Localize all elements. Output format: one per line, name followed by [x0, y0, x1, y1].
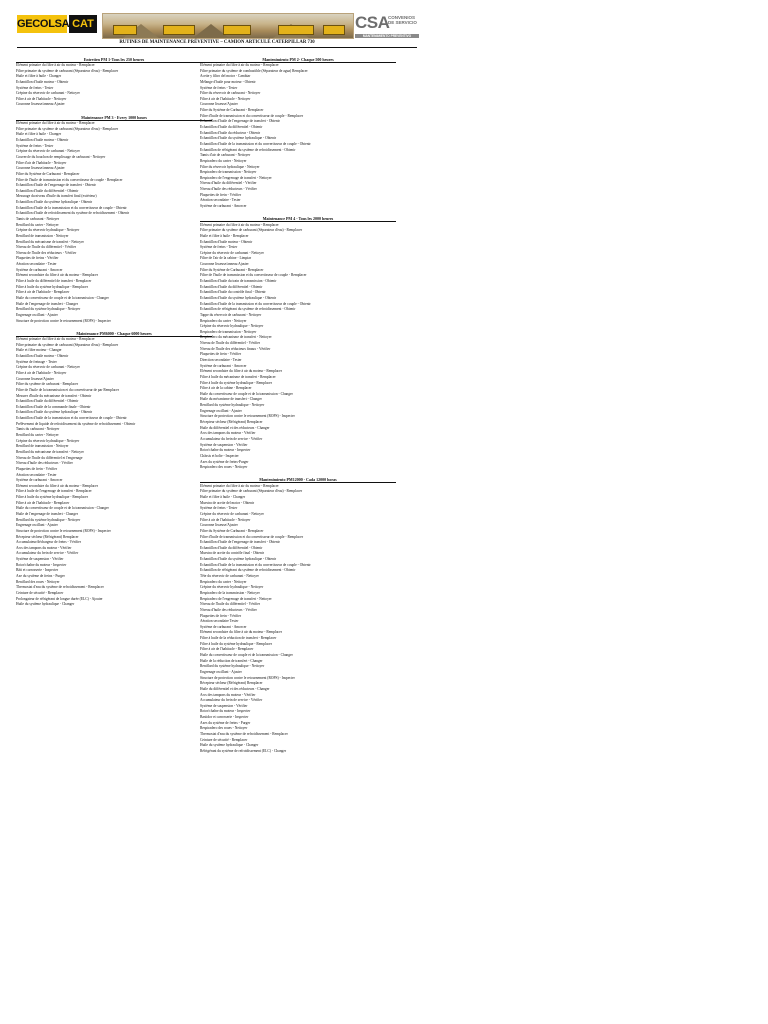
- task-item: Filtre à air de l'habitacle - Nettoyer: [16, 96, 67, 101]
- task-item: Crépine du réservoir hydraulique - Nettoyer: [200, 585, 264, 590]
- maintenance-section: [16, 56, 212, 108]
- left-column: [16, 56, 212, 608]
- task-item: Ceinture de sécurité - Remplacer: [200, 737, 248, 742]
- task-item: Échantillon d'huile du différentiel - Obtenir: [200, 284, 263, 289]
- task-item: Huile de l'engrenage de transfert - Changer: [16, 512, 78, 516]
- task-item: Rotor/chaîne du moteur - Inspecter: [16, 562, 67, 567]
- task-item: Plaquettes de frein - Vérifier: [16, 466, 58, 471]
- task-item: Filtre de l'huile de la transmission et du convertisseur de par Remplacer: [16, 387, 119, 392]
- document-title: RUTINES DE MAINTENANCE PRÉVENTIVE – CAMION ARTICULÉ CATERPILLAR 730: [17, 40, 417, 48]
- task-item: Aération secondaire Tester: [200, 619, 239, 624]
- task-item: Filtre primaire du système de carburant (Séparateur d'eau) - Remplacer: [16, 342, 119, 347]
- task-item: Couronne lisseuse/anneau Ajuster: [16, 102, 65, 107]
- task-item: Filtre à huile du système hydraulique - Remplacer: [16, 284, 88, 289]
- task-item: Filtre du Système de Carburant - Remplacer: [200, 108, 264, 113]
- task-item: Structure de protection contre le retournement (ROPS) - Inspecter: [16, 318, 111, 323]
- task-item: Filtre à huile du système hydraulique - Remplacer: [200, 641, 272, 646]
- task-item: Tamis de carburant - Nettoyer: [16, 216, 60, 221]
- task-item: Échantillon d'huile du contrôle final - Obtenir: [200, 290, 266, 295]
- task-item: Structure de protection contre le retournement (ROPS) - Inspecter: [16, 528, 111, 533]
- maintenance-section: [200, 477, 396, 755]
- task-item: Huile du différentiel et des réducteurs - Changer: [200, 425, 270, 430]
- task-item: Crépine du réservoir de carburant - Nettoyer: [200, 250, 264, 255]
- task-item: Élément secondaire du filtre à air du moteur - Remplacer: [200, 369, 282, 374]
- task-item: Accumulateur/déchargeur de freins - Vérifier: [16, 540, 81, 545]
- machinery-banner-image: [102, 13, 354, 39]
- task-list: [16, 63, 212, 108]
- task-item: Filtre primaire du système de carburant (Séparateur d'eau) - Remplacer: [200, 228, 303, 233]
- task-item: Thermostat d'eau du système de refroidissement - Remplacer: [200, 731, 288, 736]
- task-item: Mesurer d'huile du mécanisme de transfert - Obtenir: [16, 393, 92, 398]
- task-item: Filtre à air de l'habitacle - Nettoyer: [200, 96, 251, 101]
- section-title: Maintenance PM 4 - Tous les 2000 heures: [200, 216, 396, 223]
- task-item: Filtre de l'air de la cabine - Limpiar: [200, 256, 252, 261]
- task-item: Filtre à huile de l'engrenage de transfert - Remplacer: [16, 489, 92, 494]
- task-item: Reniflard du système hydraulique - Nettoyer: [200, 664, 265, 669]
- task-item: Système de carburant - Amorcer: [200, 363, 247, 368]
- section-title: Entretien PM 1-Tous les 250 heures: [16, 56, 212, 63]
- task-item: Système de freins - Tester: [200, 245, 238, 250]
- task-item: Huile et filtre à huile - Remplacer: [200, 233, 249, 238]
- task-item: Échantillon d'huile du réducteur - Obtenir: [200, 130, 261, 135]
- task-item: Niveau de l'huile des réducteurs finaux - Vérifier: [200, 346, 271, 351]
- task-item: Couronne lisseuse/anneau Ajuster: [16, 166, 65, 171]
- maintenance-section: [16, 330, 212, 608]
- task-item: Niveau de l'huile du différentiel et l'engrenage: [16, 455, 83, 460]
- task-item: Filtre à air de l'habitacle - Remplacer: [16, 290, 70, 295]
- task-item: Respiradero du carter - Nettoyer: [200, 579, 247, 584]
- task-item: Filtre primaire du système de carburant (Séparateur d'eau) - Remplacer: [16, 68, 119, 73]
- right-column: [200, 56, 396, 755]
- task-item: Engrenage oscillant - Ajuster: [16, 523, 58, 528]
- task-item: Échantillon de réfrigérant du système de refroidissement - Obtenir: [200, 147, 296, 152]
- task-item: Niveau de l'huile du différentiel - Vérifier: [16, 245, 76, 250]
- task-item: Réfrigérant du système de refroidissement (ELC) - Changer: [200, 748, 287, 753]
- task-item: Structure de protection contre le retournement (ROPS) - Inspecter: [200, 414, 295, 419]
- task-item: Muestra de aceite du contrôle final - Obtenir: [200, 551, 264, 556]
- task-item: Filtre à huile du système hydraulique - Remplacer: [200, 380, 272, 385]
- task-item: Filtre du Système de Carburant - Remplacer: [200, 528, 264, 533]
- task-item: Crépine du réservoir de carburant - Nettoyer: [16, 149, 80, 154]
- task-item: Engrenage oscillant - Ajuster: [16, 312, 58, 317]
- task-item: Accumulateur du frein de service - Vérifier: [200, 436, 263, 441]
- task-item: Filtre à huile de la réduction de transfert - Remplacer: [200, 636, 277, 641]
- task-item: Niveau d'huile des réducteurs - Vérifier: [200, 187, 257, 192]
- task-item: Échantillon d'huile du différentiel - Obtenir: [16, 399, 79, 404]
- task-item: Arcs des tampons du moteur - Vérifier: [200, 692, 256, 697]
- task-item: Système de freins - Tester: [200, 85, 238, 90]
- task-item: Reniflard de transmission - Nettoyer: [16, 444, 69, 449]
- task-item: Filtre à air de l'habitacle - Nettoyer: [16, 370, 67, 375]
- task-item: Élément primaire du filtre à air du moteur - Remplacer: [200, 483, 279, 488]
- task-item: Niveau de l'huile du différentiel - Vérifier: [200, 341, 260, 346]
- task-item: Crépine du réservoir de carburant - Nettoyer: [16, 365, 80, 370]
- task-item: Niveau d'huile des réducteurs - Vérifier: [16, 461, 73, 466]
- task-item: Huile du convertisseur de couple et de la transmission - Changer: [200, 653, 293, 658]
- task-item: Huile du système hydraulique - Changer: [200, 743, 259, 748]
- task-item: Respiradero de l'engrenage de transfert - Nettoyer: [200, 175, 272, 180]
- task-item: Échantillon d'huile du différentiel - Obtenir: [200, 545, 263, 550]
- task-item: Rotor/chaîne du moteur - Inspecter: [200, 448, 251, 453]
- task-item: Échantillon d'huile de l'engrenage de transfert - Obtenir: [200, 119, 280, 124]
- task-item: Échantillon d'huile de refroidissement du système de refroidissement - Obtenir: [16, 211, 130, 216]
- task-item: Échantillon d'huile de l'engrenage de transfert - Obtenir: [200, 540, 280, 545]
- task-item: Échantillon d'huile de la transmission et du convertisseur de couple - Obtenir: [16, 205, 127, 210]
- task-item: Bâti et carrosserie - Inspecter: [16, 568, 59, 573]
- task-list: [200, 223, 396, 471]
- task-item: Échantillon d'huile du différentiel - Obtenir: [16, 188, 79, 193]
- task-item: Filtre primaire du système de carburant (Séparateur d'eau) - Remplacer: [200, 489, 303, 494]
- task-item: Huile et filtre à huile - Changer: [16, 74, 62, 79]
- task-item: Huile du convertisseur de couple et de la transmission - Changer: [16, 295, 109, 300]
- task-item: Échantillon d'huile moteur - Obtenir: [200, 239, 253, 244]
- task-item: Système de freins - Tester: [16, 143, 54, 148]
- task-item: Filtre du réservoir hydraulique - Nettoyer: [200, 164, 260, 169]
- task-item: Crépine du réservoir de carburant - Nettoyer: [200, 512, 264, 516]
- task-item: Échantillon d'huile de la transmission et du convertisseur de couple - Obtenir: [16, 416, 127, 421]
- section-title: Mantenimiento PM12000 - Cada 12000 horas: [200, 477, 396, 484]
- task-item: Système de freinage - Tester: [16, 359, 57, 364]
- task-item: Huile du différentiel et des réducteurs - Changer: [200, 686, 270, 691]
- task-item: Reniflard du système hydraulique - Nettoyer: [200, 403, 265, 408]
- task-item: Filtre à huile du système hydraulique - Remplacer: [16, 495, 88, 500]
- task-item: Reniflard du système hydraulique - Nettoyer: [16, 307, 81, 312]
- task-item: Filtre d'huile de transmission et du convertisseur de couple - Remplacer: [200, 534, 304, 539]
- task-item: Échantillon d'huile moteur - Obtenir: [16, 354, 69, 359]
- task-item: Échantillon d'huile du système hydraulique - Obtenir: [200, 295, 277, 300]
- task-item: Niveau de l'huile des réducteurs - Vérifier: [16, 250, 77, 255]
- task-item: Aération secondaire - Tester: [16, 472, 57, 477]
- task-item: Huile du convertisseur de couple et de la transmission - Changer: [16, 506, 109, 511]
- task-item: Huile de la réduction de transfert - Changer: [200, 658, 263, 663]
- task-item: Plaquettes de frein - Vérifier: [200, 613, 242, 618]
- gecolsa-cat-logo: [17, 13, 97, 35]
- task-item: Filtre à air de l'habitacle - Remplacer: [16, 500, 70, 505]
- task-item: Tamis d'air de carburant - Nettoyer: [200, 153, 251, 158]
- task-item: Huile et filtre moteur - Changer: [16, 348, 62, 353]
- task-item: Accumulateur du frein de service - Vérifier: [200, 698, 263, 703]
- task-item: Reniflard du mécanisme de transfert - Nettoyer: [16, 239, 84, 244]
- task-item: Respiradero des roues - Nettoyer: [200, 726, 248, 731]
- task-item: Thermostat d'eau du système de refroidissement - Remplacer: [16, 585, 104, 590]
- task-item: Respiradero des roues - Nettoyer: [200, 465, 248, 470]
- task-item: Système de suspension - Vérifier: [16, 557, 64, 562]
- task-item: Crépine du réservoir de carburant - Nettoyer: [16, 91, 80, 96]
- task-item: Couronne lisseuse/anneau Ajuster: [200, 262, 249, 267]
- task-item: Aceite y filtro del motor - Cambiar: [200, 74, 251, 79]
- task-item: Huile et filtre à huile - Changer: [16, 132, 62, 137]
- task-item: Échantillon d'huile du différentiel - Obtenir: [200, 125, 263, 130]
- task-item: Échantillon d'huile moteur - Obtenir: [16, 79, 69, 84]
- task-item: Échantillon d'huile de la transmission et du convertisseur de couple - Obtenir: [200, 301, 311, 306]
- task-item: Échantillon d'huile de l'engrenage de transfert - Obtenir: [16, 183, 96, 188]
- task-list: [16, 121, 212, 324]
- task-item: Niveau de l'huile du différentiel - Vérifier: [200, 602, 260, 607]
- task-item: Échantillon de réfrigérant du système de refroidissement - Obtenir: [200, 568, 296, 573]
- task-item: Filtre primaire du système de carburant (Séparateur d'eau) - Remplacer: [16, 126, 119, 131]
- task-item: Engrenage oscillant - Ajuster: [200, 408, 242, 413]
- task-item: Élément primaire du filtre à air du moteur - Remplacer: [16, 337, 95, 342]
- task-item: Filtre de l'huile de transmission et du convertisseur de couple - Remplacer: [16, 177, 123, 182]
- task-item: Direction secondaire - Tester: [200, 358, 242, 362]
- task-item: Respiradero de transmission - Nettoyer: [200, 170, 257, 175]
- task-item: Élément primaire du filtre à air du moteur - Remplacer: [16, 121, 95, 126]
- task-item: Reniflard de transmission - Nettoyer: [16, 233, 69, 238]
- task-item: Couronne lisseuse/Ajuster: [200, 102, 238, 107]
- task-item: Rotor/chaîne du moteur - Inspecter: [200, 709, 251, 714]
- task-item: Système de carburant - Amorcer: [16, 478, 63, 483]
- task-item: Structure de protection contre le retournement (ROPS) - Inspecter: [200, 675, 295, 680]
- section-title: Mantenimiento PM 2- Chaque 500 heures: [200, 56, 396, 63]
- task-item: Respiradero du carter - Nettoyer: [200, 318, 247, 323]
- task-item: Filtre d'huile de transmission et du convertisseur de couple - Remplacer: [200, 113, 304, 118]
- section-title: Maintenance PM 3 - Every 1000 hours: [16, 114, 212, 121]
- task-item: Filtre du système de carburant - Remplacer: [16, 382, 79, 387]
- task-item: Système de suspension - Vérifier: [200, 442, 248, 447]
- task-item: Niveau d'huile du différentiel - Vérifier: [200, 181, 257, 186]
- task-item: Échantillon d'huile de la transmission et du convertisseur de couple - Obtenir: [200, 141, 311, 146]
- task-item: Filtre à air de la cabine - Remplacer: [200, 386, 252, 391]
- task-list: [200, 484, 396, 755]
- task-item: Huile du convertisseur de couple et de la transmission - Changer: [200, 391, 293, 396]
- task-item: Échantillon de réfrigérant du système de refroidissement - Obtenir: [200, 307, 296, 312]
- task-item: Reniflard du carter - Nettoyer: [16, 433, 59, 438]
- task-item: Élément primaire du filtre à air du moteur - Remplacer: [200, 62, 279, 67]
- task-item: Filtre à huile du mécanisme de transfert - Remplacer: [200, 374, 276, 379]
- task-item: Muestra de aceite del motor - Obtenir: [200, 500, 255, 505]
- task-item: Élément primaire du filtre à air du moteur - Remplacer: [200, 222, 279, 227]
- task-item: Filtre à air de l'habitacle - Remplacer: [200, 647, 254, 652]
- task-item: Reniflard du système hydraulique - Nettoyer: [16, 517, 81, 522]
- task-item: Couronne lisseuse/Ajuster: [16, 376, 54, 381]
- task-item: Châssis et boîte - Inspecter: [200, 453, 239, 458]
- task-item: Échantillon d'huile moteur - Obtenir: [16, 138, 69, 143]
- task-item: Élément secondaire du filtre à air du moteur - Remplacer: [16, 273, 98, 278]
- task-item: Tappe du réservoir de carburant - Nettoyer: [200, 312, 262, 317]
- task-item: Système de carburant - Amorcer: [200, 624, 247, 629]
- task-item: Filtre du Système de Carburant - Remplacer: [16, 171, 80, 176]
- task-item: Récepteur sécheur (Réfrigérant) Remplacer: [200, 420, 263, 425]
- task-item: Filtre à huile du différentiel de transfert - Remplacer: [16, 279, 92, 284]
- task-item: Système de freins - Tester: [16, 85, 54, 90]
- task-item: Échantillon d'huile du système hydraulique - Obtenir: [200, 136, 277, 141]
- task-item: Reniflard des roues - Nettoyer: [16, 579, 60, 584]
- task-item: Crépine du réservoir hydraulique - Nettoyer: [200, 324, 264, 329]
- task-item: Respiradero du mécanisme de transfert - Nettoyer: [200, 335, 272, 340]
- task-item: Filtre du réservoir de carburant - Nettoyer: [200, 91, 261, 96]
- task-item: Respiradero du carter - Nettoyer: [200, 158, 247, 163]
- task-item: Huile et filtre à huile - Changer: [200, 495, 246, 500]
- task-item: Système de carburant - Amorcer: [200, 204, 247, 208]
- task-item: Système de carburant - Amorcer: [16, 267, 63, 272]
- task-item: Prélèvement de liquide de refroidissement du système de refroidissement - Obtenir: [16, 421, 136, 426]
- task-item: Prolongateur de réfrigérant de longue durée (ELC) - Ajouter: [16, 596, 103, 601]
- maintenance-section: [200, 216, 396, 471]
- task-item: Reniflard du carter - Nettoyer: [16, 222, 59, 227]
- task-item: Filtre du Système de Carburant - Remplacer: [200, 267, 264, 272]
- gecolsa-logo: GECOLSA: [17, 15, 67, 33]
- section-title: Maintenance PM6000 - Chaque 6000 heures: [16, 330, 212, 337]
- task-item: Échantillon d'huile du système hydraulique - Obtenir: [200, 557, 277, 562]
- task-item: Crépine du réservoir hydraulique - Nettoyer: [16, 438, 80, 443]
- task-item: Huile du mécanisme de transfert - Changer: [200, 397, 262, 402]
- task-item: Accumulateur du frein de service - Vérifier: [16, 551, 79, 556]
- task-item: Filtre à air de l'habitacle - Nettoyer: [200, 517, 251, 522]
- task-item: Récepteur sécheur (Réfrigérant) Remplacer: [16, 534, 79, 539]
- task-item: Système de freins - Tester: [200, 506, 238, 511]
- task-item: Axes du système de freins - Purger: [200, 720, 251, 725]
- task-item: Système de suspension - Vérifier: [200, 703, 248, 708]
- task-item: Crépine du réservoir hydraulique - Nettoyer: [16, 228, 80, 233]
- task-item: Échantillon d'huile du train de transmission - Obtenir: [200, 279, 277, 284]
- task-item: Plaquettes de freins - Vérifier: [16, 256, 59, 261]
- task-item: Aération secondaire - Tester: [200, 198, 241, 203]
- task-item: Couronne lisseuse/Ajuster: [200, 523, 238, 528]
- task-item: Échantillon d'huile du système hydraulique - Obtenir: [16, 200, 93, 205]
- task-item: Respiradero de l'engrenage de transfert - Nettoyer: [200, 596, 272, 601]
- task-item: Filtre primaire du système de combustible (Séparateur de agua) Remplacer: [200, 68, 308, 73]
- task-item: Échantillon d'huile de la transmission et du convertisseur de couple - Obtenir: [200, 562, 311, 567]
- task-item: Engrenage oscillant - Ajuster: [200, 669, 242, 674]
- task-item: Récepteur sécheur (Réfrigérant) Remplacer: [200, 681, 263, 686]
- task-item: Niveau d'huile des réducteurs - Vérifier: [200, 607, 257, 612]
- maintenance-section: [16, 114, 212, 324]
- task-item: Tamis du carburant - Nettoyer: [16, 427, 60, 432]
- task-item: Huile de l'engrenage de transfert - Changer: [16, 301, 78, 306]
- task-item: Élément secondaire du filtre à air du moteur - Remplacer: [200, 630, 282, 635]
- task-item: Huile du système hydraulique - Changer: [16, 602, 75, 607]
- task-item: Échantillon d'huile du système hydraulique - Obtenir: [16, 410, 93, 415]
- cat-logo: CAT: [69, 15, 97, 33]
- task-item: Respiradero de la transmission - Nettoyer: [200, 590, 260, 595]
- task-item: Échantillon d'huile de la commande finale - Obtenir: [16, 404, 91, 409]
- task-item: Couvercle du bouchon de remplissage de carburant - Nettoyer: [16, 154, 106, 159]
- csa-logo: CSA CONVENIOS DE SERVICIO MANTENIMIENTO PREVENTIVO: [355, 14, 420, 38]
- task-item: Mélange d'huile pour moteur - Obtenir: [200, 79, 256, 84]
- task-item: Arcs des tampons du moteur - Vérifier: [16, 545, 72, 550]
- task-item: Reniflard du mécanisme de transfert - Nettoyer: [16, 449, 84, 454]
- task-item: Élément secondaire du filtre à air du moteur - Remplacer: [16, 483, 98, 488]
- task-item: Filtre de l'huile de transmission et du convertisseur de couple - Remplacer: [200, 273, 307, 278]
- task-item: Élément primaire du filtre à air du moteur - Remplacer: [16, 62, 95, 67]
- task-item: Ceinture de sécurité - Remplacer: [16, 590, 64, 595]
- task-item: Mesurage du niveau d'huile du transfert final (extérieur): [16, 194, 97, 199]
- task-list: [200, 63, 396, 210]
- task-item: Plaquettes de frein - Vérifier: [200, 352, 242, 357]
- task-item: Arcs des tampons du moteur - Vérifier: [200, 431, 256, 436]
- task-list: [16, 337, 212, 608]
- task-item: Filtre d'air de l'habitacle - Nettoyer: [16, 160, 67, 165]
- task-item: Plaquettes de frein - Vérifier: [200, 192, 242, 197]
- task-item: Axe du système de freins - Purger: [16, 574, 65, 579]
- task-item: Respiradero de transmission - Nettoyer: [200, 329, 257, 334]
- task-item: Bastidor et carrosserie - Inspecter: [200, 715, 249, 720]
- task-item: Aération secondaire - Tester: [16, 262, 57, 267]
- maintenance-section: [200, 56, 396, 210]
- task-item: Axes du système de freins-Purger: [200, 459, 249, 464]
- task-item: Tête du réservoir de carburant - Nettoyer: [200, 574, 259, 579]
